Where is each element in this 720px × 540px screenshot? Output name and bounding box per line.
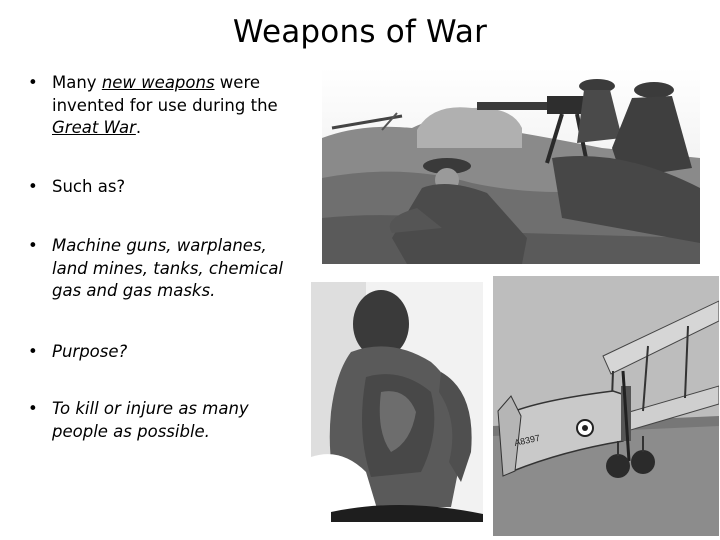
- bullet-new-weapons: [28, 72, 298, 140]
- slide-title: Weapons of War: [232, 14, 488, 50]
- bullet-text: To kill or injure as many people as possible.: [52, 399, 249, 441]
- emphasis-great-war: Great War: [52, 118, 136, 137]
- bullet-dot: •: [28, 342, 38, 361]
- trench-soldiers-photo: [322, 68, 700, 264]
- bullet-such-as: [28, 176, 298, 199]
- bullet-text: Such as?: [52, 177, 126, 196]
- emphasis-new-weapons: new weapons: [101, 73, 215, 92]
- bullet-dot: •: [28, 236, 38, 255]
- bullet-dot: •: [28, 399, 38, 418]
- biplane-photo: [493, 276, 719, 536]
- bullet-text: Machine guns, warplanes, land mines, tanks, chemical gas and gas masks.: [52, 236, 284, 300]
- bullet-text: Many new weapons were invented for use during the Great War.: [52, 73, 278, 137]
- bullet-purpose: [28, 341, 298, 364]
- bullet-text: Purpose?: [52, 342, 128, 361]
- bullet-weapons-list: [28, 235, 298, 303]
- aircraft-serial-label: A8397: [513, 432, 541, 448]
- bullet-dot: •: [28, 73, 38, 92]
- bullet-dot: •: [28, 177, 38, 196]
- gas-burn-victim-photo: [311, 282, 483, 522]
- bullet-purpose-answer: [28, 398, 298, 443]
